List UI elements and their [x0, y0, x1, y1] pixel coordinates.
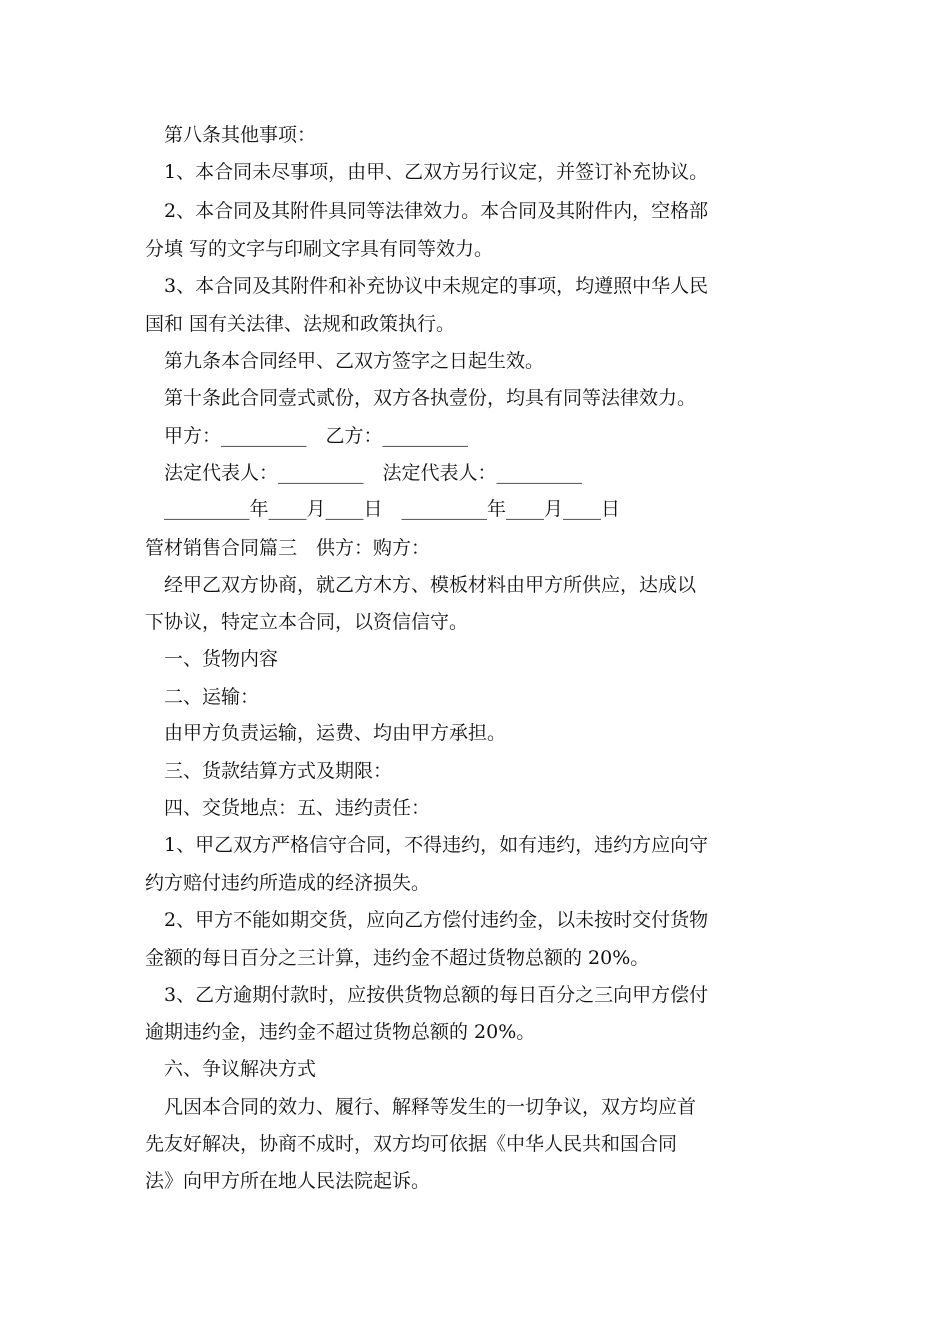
signature-line: 甲方：_________ 乙方：_________	[164, 425, 469, 447]
text-line: 由甲方负责运输，运费、均由甲方承担。	[164, 722, 507, 744]
text-line: 约方赔付违约所造成的经济损失。	[145, 872, 431, 894]
text-line: 国和 国有关法律、法规和政策执行。	[145, 313, 456, 335]
text-line: 二、运输：	[164, 686, 260, 708]
text-line: 凡因本合同的效力、履行、解释等发生的一切争议，双方均应首	[164, 1096, 697, 1118]
text-line: 经甲乙双方协商，就乙方木方、模板材料由甲方所供应，达成以	[164, 574, 697, 596]
date-line: _________年____月____日 _________年____月____日	[164, 498, 621, 520]
text-line: 三、货款结算方式及期限：	[164, 760, 393, 782]
text-line: 3、本合同及其附件和补充协议中未规定的事项，均遵照中华人民	[164, 275, 709, 297]
text-line: 金额的每日百分之三计算，违约金不超过货物总额的 20%。	[145, 947, 650, 969]
text-line: 四、交货地点：五、违约责任：	[164, 797, 431, 819]
text-line: 分填 写的文字与印刷文字具有同等效力。	[145, 238, 494, 260]
text-line: 一、货物内容	[164, 648, 279, 670]
signature-line: 法定代表人：_________ 法定代表人：_________	[164, 462, 583, 484]
text-line: 法》向甲方所在地人民法院起诉。	[145, 1170, 431, 1192]
text-line: 逾期违约金，违约金不超过货物总额的 20%。	[145, 1021, 536, 1043]
text-line: 2、本合同及其附件具同等法律效力。本合同及其附件内，空格部	[164, 200, 709, 222]
text-line: 第九条本合同经甲、乙双方签字之日起生效。	[164, 350, 545, 372]
text-line: 2、甲方不能如期交货，应向乙方偿付违约金，以未按时交付货物	[164, 909, 709, 931]
text-line: 3、乙方逾期付款时，应按供货物总额的每日百分之三向甲方偿付	[164, 984, 709, 1006]
text-line: 第十条此合同壹式贰份，双方各执壹份，均具有同等法律效力。	[164, 387, 697, 409]
text-line: 下协议，特定立本合同，以资信信守。	[145, 611, 469, 633]
text-line: 1、本合同未尽事项，由甲、乙双方另行议定，并签订补充协议。	[164, 161, 709, 183]
section-heading: 管材销售合同篇三 供方：购方：	[145, 537, 431, 559]
text-line: 六、争议解决方式	[164, 1058, 317, 1080]
text-line: 1、甲乙双方严格信守合同，不得违约，如有违约，违约方应向守	[164, 834, 709, 856]
text-line: 先友好解决，协商不成时，双方均可依据《中华人民共和国合同	[145, 1133, 678, 1155]
text-line: 第八条其他事项：	[164, 124, 317, 146]
